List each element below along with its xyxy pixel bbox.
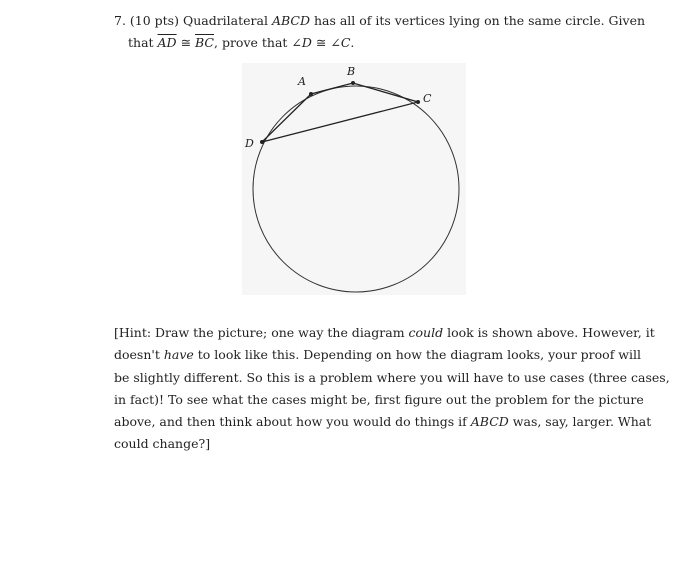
label-c: C [423, 92, 432, 105]
circle-figure [242, 63, 466, 295]
vertex-d [260, 140, 264, 144]
problem-text: has all of its vertices lying on the same circle. Given [309, 13, 646, 28]
segment-bc: $\overline{BC}$ [195, 35, 214, 50]
hint-text: was, say, larger. What [508, 414, 652, 430]
hint-line-5 [114, 411, 652, 433]
problem-statement [114, 10, 646, 54]
hint-text: to look like this. Depending on how the diagram looks, your proof will [193, 347, 642, 363]
vertex-a [309, 92, 313, 96]
quad-name: ABCD [271, 13, 310, 28]
emph-have: have [163, 347, 194, 363]
circumscribed-circle [253, 86, 459, 292]
label-a: A [298, 75, 306, 88]
hint-line-3: be slightly different. So this is a problem where you will have to use cases (three cases, [114, 369, 670, 385]
hint-text: doesn't [114, 347, 164, 363]
hint-line-6: could change?] [114, 436, 211, 452]
hint-text: [Hint: Draw the picture; one way the diagram [114, 325, 409, 340]
problem-text: that [128, 35, 158, 50]
label-d: D [245, 137, 254, 150]
problem-text: , prove that ∠ [214, 35, 302, 50]
hint-line-4: in fact)! To see what the cases might be, first figure out the problem for the picture [114, 391, 644, 407]
period: . [350, 35, 355, 50]
segment-ad: $\overline{AD}$ [157, 35, 177, 50]
congruent-symbol: ≅ ∠ [311, 35, 341, 50]
hint-text: above, and then think about how you would do things if [114, 414, 471, 430]
hint-line-2 [114, 344, 642, 366]
quadrilateral-abcd [262, 83, 418, 142]
hint-line-1 [114, 322, 655, 344]
emph-could: could [408, 325, 444, 340]
congruent-symbol: ≅ [176, 35, 196, 50]
quad-name: ABCD [470, 414, 509, 430]
angle-c: C [340, 35, 351, 50]
angle-d: D [301, 35, 312, 50]
label-b: B [347, 65, 356, 78]
vertex-b [351, 81, 355, 85]
problem-line-1 [114, 10, 646, 32]
hint-paragraph [114, 322, 670, 456]
problem-line-2 [114, 32, 634, 54]
circle-diagram [242, 63, 466, 295]
problem-number-text: 7. (10 pts) Quadrilateral [114, 13, 272, 28]
vertex-c [416, 100, 420, 104]
hint-text: look is shown above. However, it [443, 325, 655, 340]
